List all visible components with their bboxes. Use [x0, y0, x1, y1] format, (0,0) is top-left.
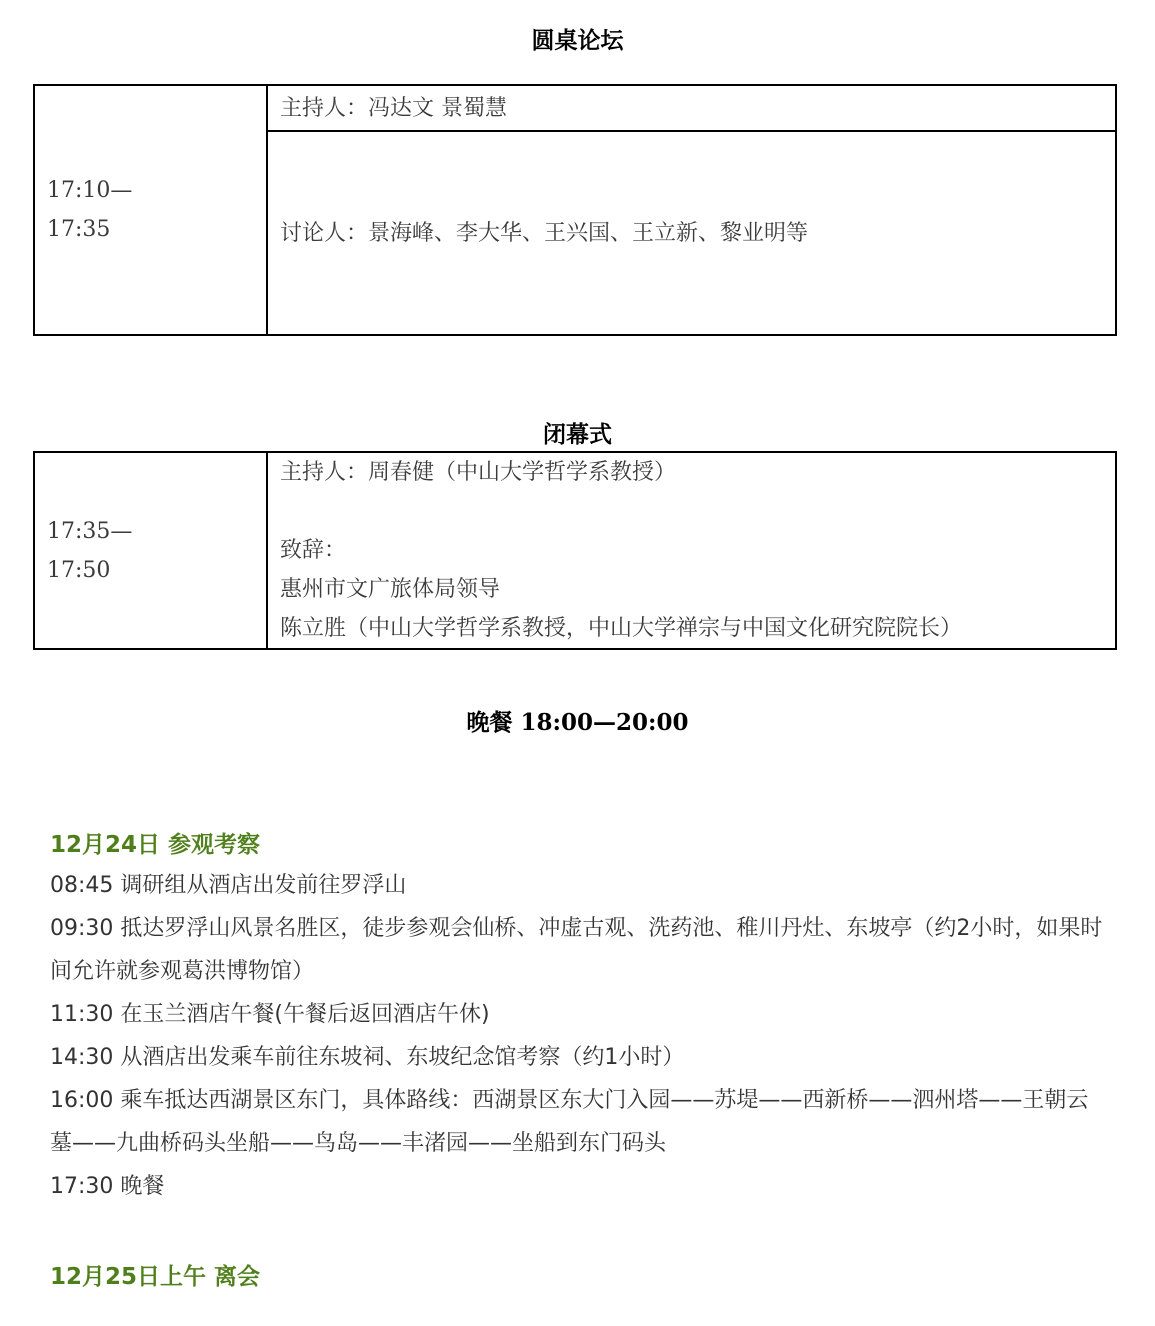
list-item: 14:30 从酒店出发乘车前往东坡祠、东坡纪念馆考察（约1小时） [50, 1045, 685, 1070]
roundtable-title: 圆桌论坛 [531, 27, 624, 54]
dinner-label: 晚餐 [466, 709, 513, 736]
roundtable-discussants: 讨论人：景海峰、李大华、王兴国、王立新、黎业明等 [267, 131, 1116, 335]
closing-title: 闭幕式 [543, 421, 612, 448]
roundtable-time-cell [34, 85, 267, 335]
closing-time-cell [34, 452, 267, 649]
closing-speaker: 陈立胜（中山大学哲学系教授，中山大学禅宗与中国文化研究院院长） [280, 616, 963, 641]
closing-speech-label: 致辞： [280, 538, 347, 563]
list-item: 11:30 在玉兰酒店午餐(午餐后返回酒店午休) [50, 1002, 490, 1027]
roundtable-time-end: 17:35 [47, 217, 111, 242]
list-item: 08:45 调研组从酒店出发前往罗浮山 [50, 873, 407, 898]
table-row [34, 452, 1116, 649]
closing-content-cell [267, 452, 1116, 649]
roundtable-host: 主持人：冯达文 景蜀慧 [267, 85, 1116, 131]
day25-heading: 12月25日上午 离会 [50, 1264, 261, 1290]
closing-table [33, 451, 1117, 650]
dinner-time: 18:00—20:00 [520, 709, 689, 736]
list-item: 17:30 晚餐 [50, 1174, 165, 1199]
day24-heading: 12月24日 参观考察 [50, 832, 261, 858]
closing-host: 主持人：周春健（中山大学哲学系教授） [280, 460, 677, 485]
roundtable-time-start: 17:10— [47, 178, 133, 203]
spacer [280, 492, 1103, 531]
dinner-line [0, 704, 1155, 737]
closing-time-end: 17:50 [47, 557, 111, 583]
table-row [34, 85, 1116, 131]
roundtable-table [33, 84, 1117, 336]
day24-itinerary [50, 864, 1110, 1208]
closing-time-start: 17:35— [47, 518, 133, 544]
list-item: 16:00 乘车抵达西湖景区东门，具体路线：西湖景区东大门入园——苏堤——西新桥——泗州塔——王朝云墓——九曲桥码头坐船——鸟岛——丰渚园——坐船到东门码头 [50, 1088, 1089, 1156]
list-item: 09:30 抵达罗浮山风景名胜区，徒步参观会仙桥、冲虚古观、洗药池、稚川丹灶、东坡亭（约2小时，如果时间允许就参观葛洪博物馆） [50, 916, 1103, 984]
closing-speaker: 惠州市文广旅体局领导 [280, 577, 501, 602]
